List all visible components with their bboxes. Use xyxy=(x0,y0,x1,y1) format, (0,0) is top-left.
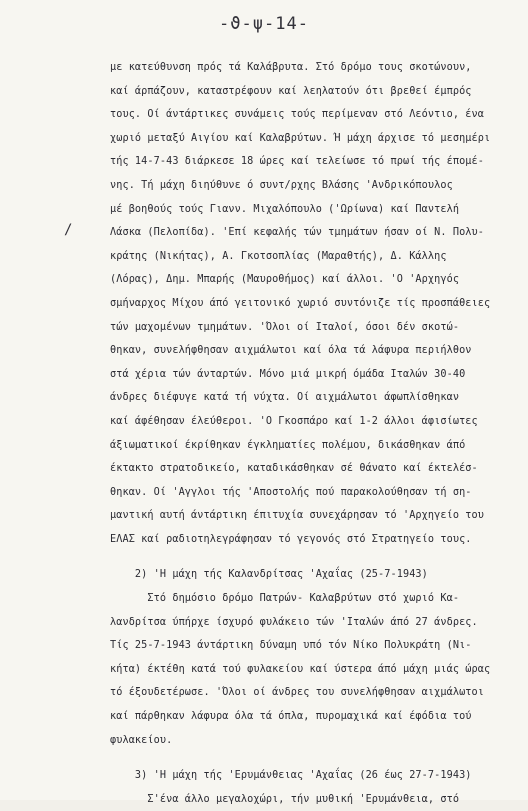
text-line: καί πάρθηκαν λάφυρα όλα τά όπλα, πυρομαχικά καί έφόδια τού xyxy=(110,711,472,723)
text-line: τό έξουδετέρωσε. 'Όλοι οί άνδρες του συνελήφθησαν αιχμάλωτοι xyxy=(110,687,485,699)
text-line: μαντική αυτή άντάρτικη έπιτυχία συνεχάρησαν τό 'Αρχηγείο του xyxy=(110,510,485,522)
text-line: καί άφέθησαν έλεύθεροι. 'Ο Γκοσπάρο καί 1-2 άλλοι άφισίωτες xyxy=(110,415,478,427)
text-line: νης. Τή μάχη διηύθυνε ό συντ/ρχης Βλάσης 'Ανδρικόπουλος xyxy=(110,179,453,191)
text-line: (Λόρας), Δημ. Μπαρής (Μαυροθήμος) καί άλλοι. 'Ο 'Αρχηγός xyxy=(110,274,460,286)
text-line: Λάσκα (Πελοπίδα). 'Επί κεφαλής τών τμημάτων ήσαν οί Ν. Πολυ- xyxy=(110,227,485,239)
text-line: χωριό μεταξύ Αιγίου καί Καλαβρύτων. Ή μάχη άρχισε τό μεσημέρι xyxy=(110,132,491,144)
margin-mark: / xyxy=(64,222,73,238)
text-line: τής 14-7-43 διάρκεσε 18 ώρες καί τελείωσε τό πρωί τής έπομέ- xyxy=(110,156,485,168)
body-text xyxy=(110,56,520,811)
page-number: -ϑ-ψ-14- xyxy=(219,14,309,34)
paragraph xyxy=(110,56,520,551)
paragraph xyxy=(110,764,520,811)
text-line: με κατεύθυνση πρός τά Καλάβρυτα. Στό δρόμο τους σκοτώνουν, xyxy=(110,62,472,73)
text-line: τους. Οί άντάρτικες συνάμεις τούς περίμεναν στό Λεόντιο, ένα xyxy=(110,109,485,121)
text-line: σμήναρχος Μίχου άπό γειτονικό χωριό συντόνιζε τίς προσπάθειες xyxy=(110,297,491,309)
text-line: φυλακείου. xyxy=(110,734,173,746)
text-line: Στό δημόσιο δρόμο Πατρών- Καλαβρύτων στό χωριό Κα- xyxy=(110,593,460,605)
text-line: άξιωματικοί έκρίθηκαν έγκληματίες πολέμου, δικάσθηκαν άπό xyxy=(110,439,466,451)
paragraph xyxy=(110,587,520,752)
text-line: στά χέρια τών άνταρτών. Μόνο μιά μικρή όμάδα Ιταλών 30-40 xyxy=(110,368,466,380)
text-line: 3) 'Η μάχη τής 'Ερυμάνθειας 'Αχαΐας (26 έως 27-7-1943) xyxy=(110,770,472,782)
text-line: Σ'ένα άλλο μεγαλοχώρι, τήν μυθική 'Ερυμάνθεια, στό xyxy=(110,793,460,805)
text-line: Τίς 25-7-1943 άντάρτικη δύναμη υπό τόν Νίκο Πολυκράτη (Νι- xyxy=(110,640,472,652)
text-line: θηκαν. Οί 'Αγγλοι τής 'Αποστολής πού παρακολούθησαν τή ση- xyxy=(110,486,472,498)
text-line: 2) 'Η μάχη τής Καλανδρίτσας 'Αχαΐας (25-7-1943) xyxy=(110,569,428,581)
text-line: κήτα) έκτέθη κατά τού φυλακείου καί ύστερα άπό μάχη μιάς ώρας xyxy=(110,663,491,675)
text-line: κράτης (Νικήτας), Α. Γκοτσοπλίας (Μαραθτής), Δ. Κάλλης xyxy=(110,250,447,262)
text-line: έκτακτο στρατοδικείο, καταδικάσθηκαν σέ θάνατο καί έκτελέσ- xyxy=(110,463,478,475)
text-line: άνδρες διέφυγε κατά τή νύχτα. Οί αιχμάλωτοι άφωπλίσθηκαν xyxy=(110,392,460,404)
text-line: λανδρίτσα ύπήρχε ίσχυρό φυλάκειο τών 'Ιταλών άπό 27 άνδρες. xyxy=(110,616,478,628)
paragraph-gap xyxy=(110,752,520,764)
paragraph-gap xyxy=(110,551,520,563)
paragraph xyxy=(110,563,520,587)
text-line: μέ βοηθούς τούς Γιανν. Μιχαλόπουλο ('Ωρίωνα) καί Παντελή xyxy=(110,203,460,215)
text-line: τών μαχομένων τμημάτων. 'Όλοι οί Ιταλοί, όσοι δέν σκοτώ- xyxy=(110,321,460,333)
text-line: καί άρπάζουν, καταστρέφουν καί λεηλατούν ότι βρεθεί έμπρός xyxy=(110,85,472,97)
text-line: θηκαν, συνελήφθησαν αιχμάλωτοι καί όλα τά λάφυρα περιήλθον xyxy=(110,345,472,357)
text-line: ΕΛΑΣ καί ραδιοτηλεγράφησαν τό γεγονός στό Στρατηγείο τους. xyxy=(110,533,472,545)
